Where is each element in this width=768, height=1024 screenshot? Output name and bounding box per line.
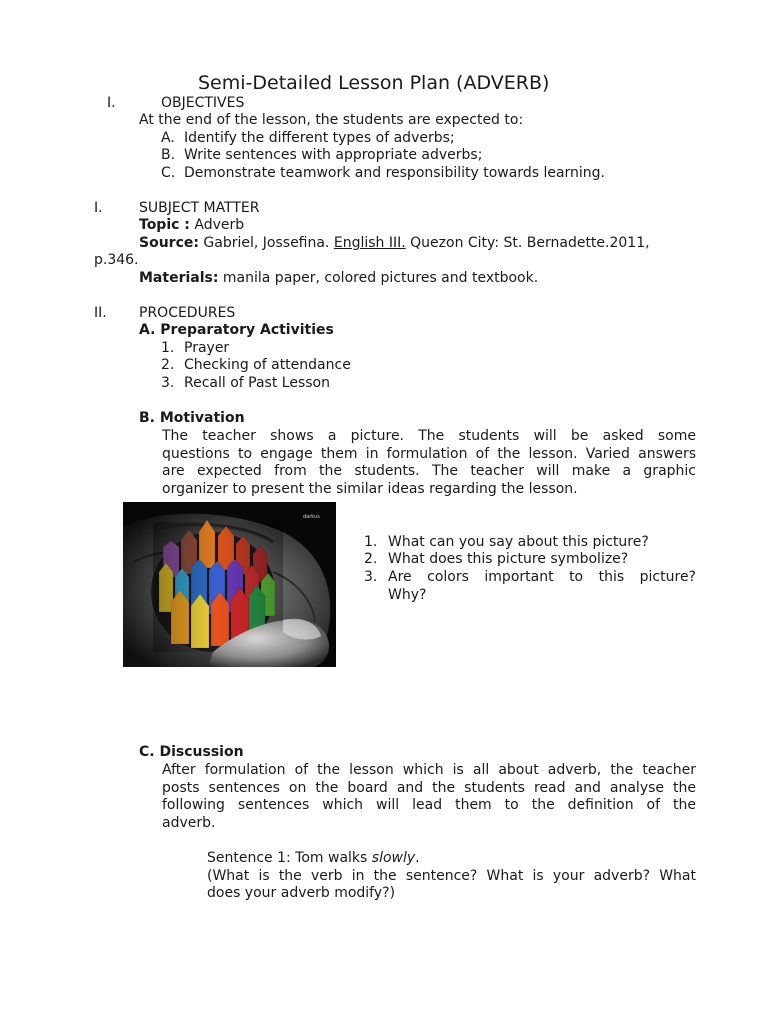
objectives-numeral: I. bbox=[107, 95, 116, 111]
materials-label: Materials: bbox=[139, 270, 219, 286]
sentence-1-prefix: Sentence 1: Tom walks bbox=[207, 850, 372, 866]
discussion-line: After formulation of the lesson which is all about adverb, the teacher bbox=[162, 762, 696, 778]
preparatory-item: Checking of attendance bbox=[184, 357, 351, 373]
objective-marker: B. bbox=[161, 147, 176, 163]
materials-value: manila paper, colored pictures and textbook. bbox=[218, 270, 539, 286]
question-marker: 1. bbox=[364, 534, 378, 550]
source-publisher: Quezon City: St. Bernadette.2011, bbox=[405, 235, 650, 251]
discussion-heading: C. Discussion bbox=[139, 744, 244, 760]
source-label: Source: bbox=[139, 235, 199, 251]
question-item: What does this picture symbolize? bbox=[388, 551, 629, 567]
subject-matter-heading: SUBJECT MATTER bbox=[139, 200, 260, 216]
preparatory-marker: 3. bbox=[161, 375, 175, 391]
sentence-1 bbox=[207, 850, 420, 867]
objective-marker: C. bbox=[161, 165, 176, 181]
question-marker: 3. bbox=[364, 569, 378, 585]
page-title: Semi-Detailed Lesson Plan (ADVERB) bbox=[198, 72, 550, 94]
topic-value: Adverb bbox=[189, 217, 245, 233]
motivation-line: questions to engage them in formulation of the lesson. Varied answers bbox=[162, 446, 696, 462]
preparatory-heading: A. Preparatory Activities bbox=[139, 322, 334, 338]
sentence-1-question: (What is the verb in the sentence? What is your adverb? What bbox=[207, 868, 696, 884]
procedures-heading: PROCEDURES bbox=[139, 305, 236, 321]
topic-label: Topic : bbox=[139, 217, 190, 233]
discussion-line: following sentences which will lead them to the definition of the bbox=[162, 797, 696, 813]
preparatory-item: Recall of Past Lesson bbox=[184, 375, 330, 391]
motivation-line: The teacher shows a picture. The students will be asked some bbox=[162, 428, 696, 444]
source-author: Gabriel, Jossefina. bbox=[198, 235, 334, 251]
subject-matter-numeral: I. bbox=[94, 200, 103, 216]
objective-item: Identify the different types of adverbs; bbox=[184, 130, 455, 146]
sentence-1-end: . bbox=[415, 850, 420, 866]
preparatory-marker: 2. bbox=[161, 357, 175, 373]
objectives-intro: At the end of the lesson, the students are expected to: bbox=[139, 112, 524, 128]
question-item: Are colors important to this picture? bbox=[388, 569, 696, 585]
question-item-continuation: Why? bbox=[388, 587, 427, 603]
objectives-heading: OBJECTIVES bbox=[161, 95, 245, 111]
motivation-heading: B. Motivation bbox=[139, 410, 245, 426]
objective-item: Demonstrate teamwork and responsibility towards learning. bbox=[184, 165, 606, 181]
photo-watermark: darkus bbox=[303, 514, 320, 520]
motivation-line: organizer to present the similar ideas regarding the lesson. bbox=[162, 481, 578, 497]
source-page: p.346. bbox=[94, 252, 139, 268]
question-marker: 2. bbox=[364, 551, 378, 567]
preparatory-item: Prayer bbox=[184, 340, 230, 356]
motivation-line: are expected from the students. The teacher will make a graphic bbox=[162, 463, 696, 479]
objective-item: Write sentences with appropriate adverbs; bbox=[184, 147, 483, 163]
discussion-line: adverb. bbox=[162, 815, 216, 831]
topic-line bbox=[139, 217, 244, 234]
discussion-line: posts sentences on the board and the students read and analyse the bbox=[162, 780, 696, 796]
sentence-1-question: does your adverb modify?) bbox=[207, 885, 396, 901]
materials-line bbox=[139, 270, 538, 287]
question-item: What can you say about this picture? bbox=[388, 534, 649, 550]
preparatory-marker: 1. bbox=[161, 340, 175, 356]
sentence-1-adverb: slowly bbox=[371, 850, 416, 866]
source-line bbox=[139, 235, 650, 252]
procedures-numeral: II. bbox=[94, 305, 107, 321]
objective-marker: A. bbox=[161, 130, 175, 146]
source-book-title: English III. bbox=[333, 235, 406, 251]
crayons-in-hand-photo bbox=[123, 502, 336, 667]
